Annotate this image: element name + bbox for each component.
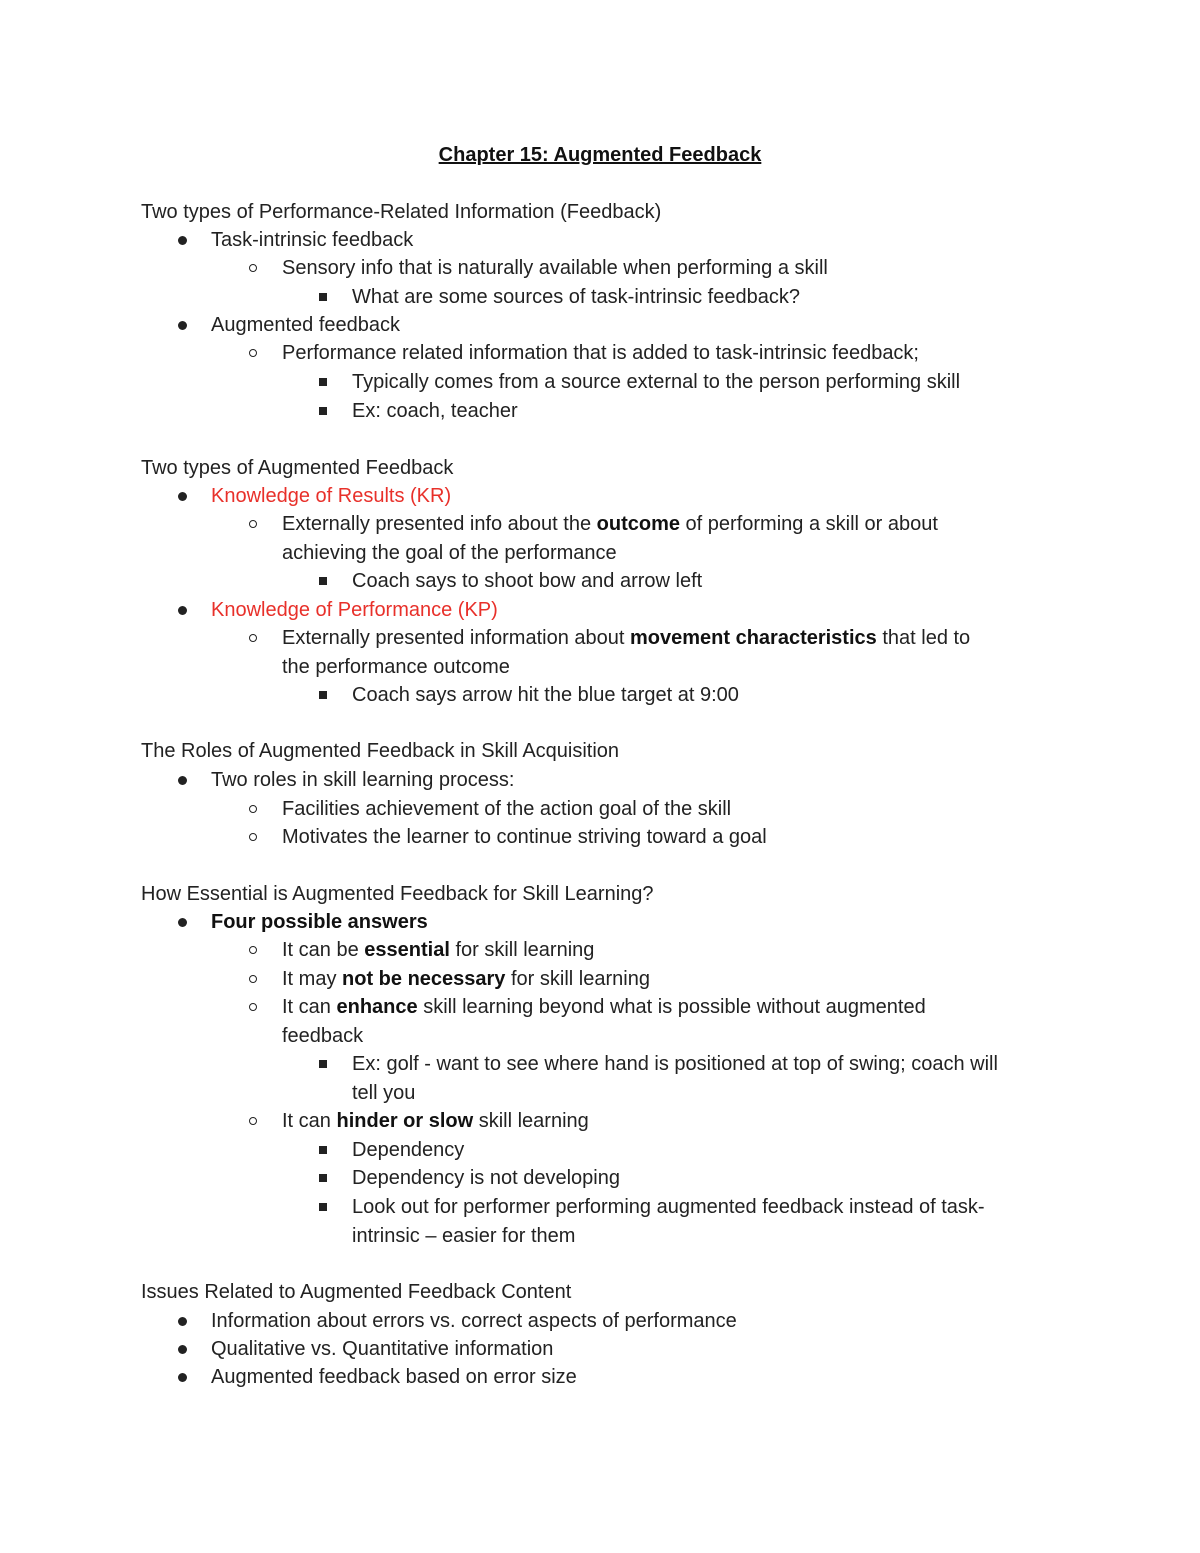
list-item: Ex: golf - want to see where hand is positioned at top of swing; coach will	[352, 1053, 998, 1075]
section-heading: Two types of Performance-Related Information (Feedback)	[141, 201, 662, 223]
text-run: skill learning beyond what is possible without augmented	[417, 996, 926, 1018]
text-run: It can	[282, 996, 337, 1018]
bold-term: not be necessary	[342, 968, 506, 990]
text-run: Externally presented information about	[282, 627, 630, 649]
text-run: It may	[282, 968, 343, 990]
square-bullet-icon	[319, 1146, 327, 1154]
filled-circle-bullet-icon	[178, 1373, 187, 1382]
section-heading: How Essential is Augmented Feedback for Skill Learning?	[141, 883, 654, 905]
list-item: Task-intrinsic feedback	[211, 229, 414, 251]
square-bullet-icon	[319, 691, 327, 699]
filled-circle-bullet-icon	[178, 606, 187, 615]
list-item	[282, 510, 938, 538]
list-item: Coach says to shoot bow and arrow left	[352, 570, 703, 592]
section-heading: Issues Related to Augmented Feedback Content	[141, 1281, 572, 1303]
list-item	[282, 993, 926, 1021]
list-item: Augmented feedback	[211, 314, 401, 336]
text-run: that led to	[876, 627, 971, 649]
square-bullet-icon	[319, 577, 327, 585]
list-item-continuation: the performance outcome	[282, 656, 510, 678]
bold-term: enhance	[336, 996, 418, 1018]
filled-circle-bullet-icon	[178, 1345, 187, 1354]
text-run: Externally presented info about the	[282, 513, 597, 535]
list-item	[282, 1107, 589, 1135]
list-item-continuation: tell you	[352, 1082, 416, 1104]
bold-term: movement characteristics	[629, 627, 877, 649]
filled-circle-bullet-icon	[178, 492, 187, 501]
list-item: Qualitative vs. Quantitative information	[211, 1338, 554, 1360]
filled-circle-bullet-icon	[178, 1317, 187, 1326]
square-bullet-icon	[319, 378, 327, 386]
hollow-circle-bullet-icon	[249, 805, 257, 813]
hollow-circle-bullet-icon	[249, 946, 257, 954]
text-run: It can be	[282, 939, 365, 961]
bold-term: hinder or slow	[336, 1110, 474, 1132]
square-bullet-icon	[319, 1060, 327, 1068]
filled-circle-bullet-icon	[178, 321, 187, 330]
section-heading: The Roles of Augmented Feedback in Skill Acquisition	[141, 740, 620, 762]
hollow-circle-bullet-icon	[249, 634, 257, 642]
bold-term: essential	[364, 939, 450, 961]
list-item	[282, 936, 594, 964]
list-item: Typically comes from a source external to the person performing skill	[352, 371, 961, 393]
square-bullet-icon	[319, 1174, 327, 1182]
hollow-circle-bullet-icon	[249, 1117, 257, 1125]
list-item	[282, 624, 970, 652]
text-run: It can	[282, 1110, 337, 1132]
list-item: Motivates the learner to continue striving toward a goal	[282, 826, 767, 848]
hollow-circle-bullet-icon	[249, 833, 257, 841]
square-bullet-icon	[319, 293, 327, 301]
list-item-continuation: feedback	[282, 1025, 364, 1047]
hollow-circle-bullet-icon	[249, 975, 257, 983]
hollow-circle-bullet-icon	[249, 1003, 257, 1011]
list-item-continuation: achieving the goal of the performance	[282, 542, 617, 564]
text-run: skill learning	[473, 1110, 589, 1132]
filled-circle-bullet-icon	[178, 918, 187, 927]
list-item: Coach says arrow hit the blue target at 9:00	[352, 684, 739, 706]
page-title: Chapter 15: Augmented Feedback	[438, 144, 762, 166]
list-item	[282, 965, 650, 993]
list-item: Dependency	[352, 1139, 465, 1161]
list-item: What are some sources of task-intrinsic feedback?	[352, 286, 800, 308]
list-item: Two roles in skill learning process:	[211, 769, 515, 791]
list-item-kr: Knowledge of Results (KR)	[211, 485, 452, 507]
list-item: Facilities achievement of the action goal of the skill	[282, 798, 732, 820]
square-bullet-icon	[319, 407, 327, 415]
list-item-kp: Knowledge of Performance (KP)	[211, 599, 498, 621]
text-run: for skill learning	[449, 939, 595, 961]
list-item: Performance related information that is added to task-intrinsic feedback;	[282, 342, 919, 364]
filled-circle-bullet-icon	[178, 776, 187, 785]
hollow-circle-bullet-icon	[249, 264, 257, 272]
list-item: Sensory info that is naturally available when performing a skill	[282, 257, 828, 279]
list-item: Information about errors vs. correct aspects of performance	[211, 1310, 737, 1332]
hollow-circle-bullet-icon	[249, 349, 257, 357]
list-item: Ex: coach, teacher	[352, 400, 518, 422]
section-heading: Two types of Augmented Feedback	[141, 457, 454, 479]
text-run: for skill learning	[505, 968, 650, 990]
text-run: of performing a skill or about	[680, 513, 938, 535]
list-item: Look out for performer performing augmented feedback instead of task-	[352, 1196, 985, 1218]
bold-term: outcome	[596, 513, 680, 535]
filled-circle-bullet-icon	[178, 236, 187, 245]
list-item: Four possible answers	[211, 911, 428, 933]
hollow-circle-bullet-icon	[249, 520, 257, 528]
list-item: Augmented feedback based on error size	[211, 1366, 577, 1388]
square-bullet-icon	[319, 1203, 327, 1211]
list-item: Dependency is not developing	[352, 1167, 620, 1189]
list-item-continuation: intrinsic – easier for them	[352, 1225, 576, 1247]
